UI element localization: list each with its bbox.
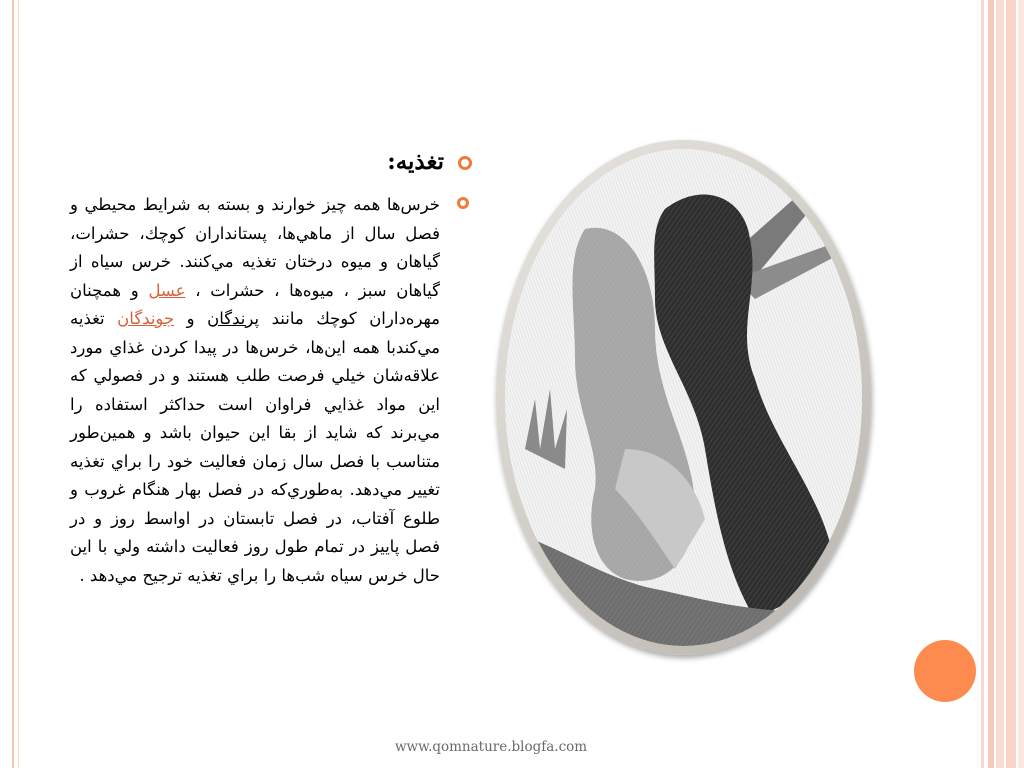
body-text-segment: و bbox=[174, 309, 208, 328]
bear-illustration bbox=[505, 149, 862, 646]
bear-illustration-svg bbox=[505, 149, 862, 646]
stripe bbox=[981, 0, 984, 768]
link-honey[interactable]: عسل bbox=[148, 280, 186, 300]
footer-url: www.qomnature.blogfa.com bbox=[395, 739, 588, 755]
slide-title-row bbox=[300, 148, 472, 178]
body-text-segment: خرس‌ها همه چيز خوارند و بسته به شرايط محيطي و فصل سال از ماهي‌ها، پستانداران كوچك، حشرات، گياهان و ميوه درختان تغذيه مي‌كنند. خرس سياه از گياهان سبز ، ميوه‌ها ، حشرات ، bbox=[70, 195, 440, 300]
image-oval-frame bbox=[496, 140, 871, 655]
bullet-icon bbox=[458, 156, 472, 170]
body-text-segment: و همچنان مهره‌داران كوچك مانند bbox=[70, 280, 440, 328]
stripe bbox=[988, 0, 994, 768]
slide-body-text bbox=[70, 191, 440, 590]
bullet-icon bbox=[457, 197, 469, 209]
body-text-segment: تغذيه مي‌كندبا همه اين‌ها، خرس‌ها در پيدا كردن غذاي مورد علاقه‌شان خيلي فرصت طلب هستند و در فصولي كه اين مواد غذايي فراوان است حداكثر استفاده را مي‌برند كه شايد از بقا اين حيوان باشد و همين‌طور متناسب با فصل سال زمان فعاليت خود را براي تغذيه تغيير مي‌دهد. به‌طوري‌كه در فصل بهار هنگام غروب و طلوع آفتاب، در فصل تابستان در اواسط روز و در فصل پاييز در تمام طول روز فعاليت داشته ولي با اين حال خرس سياه شب‌ها را براي تغذيه ترجيح مي‌دهد . bbox=[70, 309, 440, 585]
left-border-line bbox=[12, 0, 14, 768]
slide-title: تغذيه: bbox=[387, 148, 444, 175]
right-decorative-stripes bbox=[978, 0, 1024, 768]
left-border-line-inner bbox=[18, 0, 19, 768]
decorative-orange-circle bbox=[914, 640, 976, 702]
stripe bbox=[1018, 0, 1024, 768]
stripe bbox=[996, 0, 1004, 768]
underlined-birds: پرندگان bbox=[207, 309, 260, 328]
stripe bbox=[1006, 0, 1016, 768]
link-rodents[interactable]: جوندگان bbox=[117, 309, 175, 328]
